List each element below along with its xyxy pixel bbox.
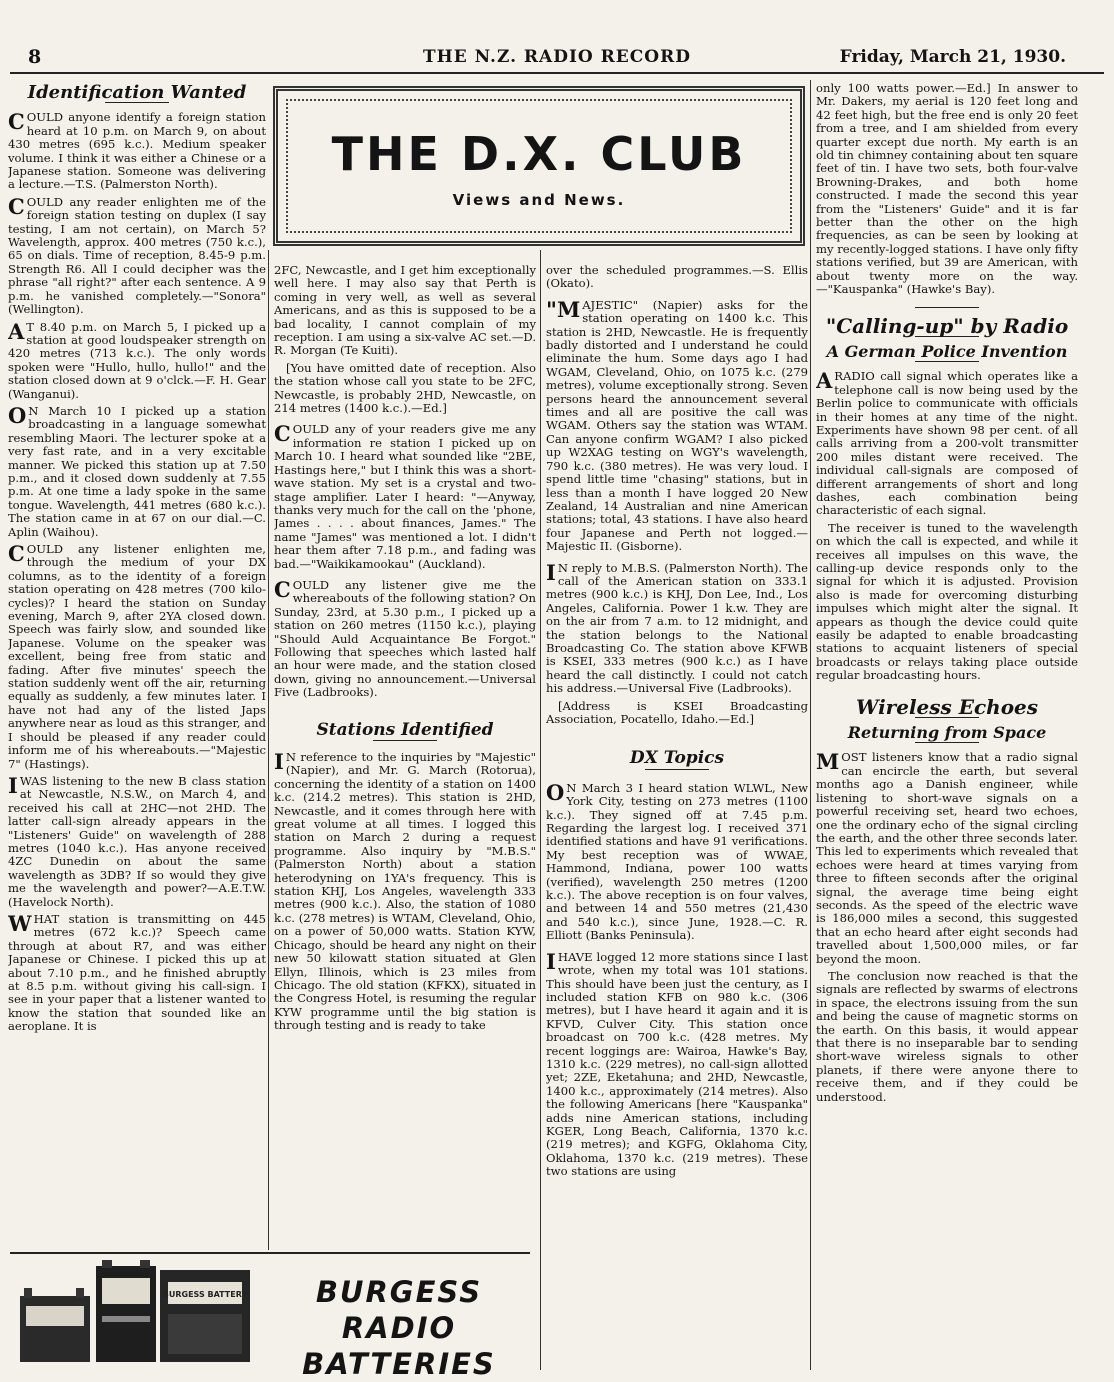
article-paragraph: The conclusion now reached is that the signals are reflected by swarms of electrons in space, the electrons issuing from the sun and being the cause of magnetic storms on the earth. On this basis, it would appear that there is no inseparable bar to sending short-wave wireless signals to other planets, if there were anyone there to receive them, and if they could be understood. [816,968,1078,1104]
page-header [0,0,1114,72]
publication-title: THE N.Z. RADIO RECORD [423,47,691,67]
advert-line: BATTERIES [302,1347,496,1381]
letter: I N reply to M.B.S. (Palmerston North). The call of the American station on 333.1 metres (900 k.c.) is KHJ, Don Lee, Ind., Los Angeles, California. Power 1 k.w. They are on the air from 7 a.m. to 12 midnight, and the station belongs to the National Broadcasting Co. The station above KFWB is KSEI, 333 metres (900 k.c.) as I have heard the call distinctly. I could not catch his address.—Universal Five (Ladbrooks). [546,559,808,696]
advert-line: RADIO [341,1311,457,1345]
letter: "MAJESTIC" (Napier) asks for the station operating on 1400 k.c. This station is 2HD, Newcastle. He is frequently badly distorted and I understand he could eliminate the hum. Some days ago I had WGAM, Cleveland, Ohio, on 1075 k.c. (279 metres), volume exceptionally strong. Seven persons heard the announcement several times and all are positive the call was WGAM. Others say the station was WTAM. Can anyone confirm WGAM? I also picked up W2XAG testing on WGY's wavelength, 790 k.c. (380 metres). He was very loud. I spend little time "chasing" stations, but in less than a month I have logged 20 New Zealand, 14 Australian and nine American stations; total, 43 stations. I have also heard four Japanese and Perth not logged.—Majestic II. (Gisborne). [546,296,808,554]
heading-rule [645,769,709,770]
battery-label: BURGESS BATTERY [162,1290,248,1299]
letter: IWAS listening to the new B class station at Newcastle, N.S.W., on March 4, and received his call at 2HC—not 2HD. The latter call-sign already appears in the "Listeners' Guide" on wavelength of 288 metres (1040 k.c.). Has anyone received 4ZC Dunedin on about the same wavelength as 3DB? If so would they give me the wavelength and power?—A.E.T.W. (Havelock North). [8,772,266,909]
drop-cap: C [8,193,25,219]
article-paragraph: MOST listeners know that a radio signal can encircle the earth, but several months ago a Danish engineer, while listening to short-wave signals on a powerful receiving set, heard two echoes, one the ordinary echo of the signal circling the earth, and the other three seconds later. This led to experiments which revealed that echoes were heard at times varying from three to fifteen seconds after the original signal, the average time being eight seconds. As the speed of the electric wave is 186,000 miles a second, this suggested that an echo heard after eight seconds had travelled about 1,500,000 miles, or far beyond the moon. [816,749,1078,966]
heading-dx-topics: DX Topics [629,748,725,769]
heading-rule [915,742,979,743]
advert-line: BURGESS [315,1275,483,1309]
letter-continued: 2FC, Newcastle, and I get him exceptionally well here. I may also say that Perth is coming in very well, as well as several Americans, and as this is supposed to be a bad locality, I cannot complain of my reception. I am using a six-valve AC set.—D. R. Morgan (Te Kuiti). [274,264,536,358]
drop-cap: W [8,910,32,936]
article-paragraph: The receiver is tuned to the wavelength on which the call is expected, and while it receives all impulses on this wave, the calling-up device responds only to the signal for which it is adjusted. Provision also is made for overcoming disturbing impulses which might alter the signal. It appears as though the device could quite easily be adapted to enable broadcasting stations to acquaint listeners of special broadcasts or relays taking place outside regular broadcasting hours. [816,520,1078,683]
advert-rule [10,1252,530,1254]
burgess-advert [10,1256,530,1381]
letter-continued: over the scheduled programmes.—S. Ellis (Okato). [546,264,808,291]
editor-note: [You have omitted date of reception. Also the station whose call you state to be 2FC, Newcastle, is probably 2HD, Newcastle, on 214 metres (1400 k.c.).—Ed.] [274,360,536,416]
drop-cap: O [546,779,565,805]
letter: A T 8.40 p.m. on March 5, I picked up a station at good loudspeaker strength on 420 metres (713 k.c.). The only words spoken were "Hullo, hullo, hullo!" and the station closed down at 9 o'clck.—F. H. Gear (Wanganui). [8,318,266,401]
battery-illustration [10,1256,260,1374]
advert-text [268,1274,530,1382]
letter: I N reference to the inquiries by "Majestic" (Napier), and Mr. G. March (Rotorua), concerning the identity of a station on 1400 k.c. (214.2 metres). This station is 2HD, Newcastle, and it comes through here with great volume at all times. I logged this station on March 2 during a request programme. Also inquiry by "M.B.S." (Palmerston North) about a station heterodyning on 1YA's frequency. This is station KHJ, Los Angeles, wavelength 333 metres (900 k.c.). Also, the station of 1080 k.c. (278 metres) is WTAM, Cleveland, Ohio, on a power of 50,000 watts. Station KYW, Chicago, should be heard any night on their new 50 kilowatt station situated at Glen Ellyn, Illinois, which is 23 miles from Chicago. The old station (KFKX), situated in the Congress Hotel, is resuming the regular KYW programme until the big station is through testing and is ready to take [274,749,536,1033]
column-3 [546,264,808,1368]
heading-wireless-echoes: Wireless Echoes [855,694,1039,719]
header-rule [10,72,1104,74]
subheading-german-police-invention: A German Police Invention [826,341,1068,361]
letter: COULD any listener give me the whereabouts of the following station? On Sunday, 23rd, at 5.30 p.m., I picked up a station on 260 metres (1150 k.c.), playing "Should Auld Acquaintance Be Forgot." Following that speeches which lasted half an hour were made, and the station closed down, giving no announcement.—Universal Five (Ladbrooks). [274,576,536,700]
drop-cap: "M [546,296,581,322]
letter: O N March 3 I heard station WLWL, New York City, testing on 273 metres (1100 k.c.). They signed off at 7.45 p.m. Regarding the largest log. I received 371 identified stations and have 91 verifications. My best reception was of WWAE, Hammond, Indiana, power 100 watts (verified), wavelength 250 metres (1200 k.c.). The above reception is on four valves, and between 14 and 550 metres (21,430 and 540 k.c.), since June, 1928.—C. R. Elliott (Banks Peninsula). [546,779,808,943]
article-paragraph: ARADIO call signal which operates like a telephone call is now being used by the Berlin police to communicate with officials in their homes at any time of the night. Experiments have shown 98 per cent. of all calls arriving from a 200-volt transmitter 200 miles distant were received. The individual call-signals are composed of different arrangements of short and long dashes, each combination being characteristic of each signal. [816,368,1078,518]
drop-cap: C [8,541,25,566]
dx-club-banner [273,86,805,246]
letter: COULD any of your readers give me any information re station I picked up on March 10. I heard what sounded like "2BE, Hastings here," but I think this was a short-wave station. My set is a crystal and two-stage amplifier. Later I heard: "—Anyway, thanks very much for the call on the 'phone, James . . . . about finances, James." The name "James" was mentioned a lot. I didn't hear them after 7.18 p.m., and fading was bad.—"Waikikamookau" (Auckland). [274,421,536,571]
drop-cap: A [8,318,25,344]
subheading-returning-from-space: Returning from Space [847,723,1047,743]
letter: IHAVE logged 12 more stations since I last wrote, when my total was 101 stations. This should have been just the century, as I included station KFB on 980 k.c. (306 metres), but I have heard it again and it is KFVD, Culver City. This station once broadcast on 700 k.c. (428 metres. My recent loggings are: Wairoa, Hawke's Bay, 1310 k.c. (229 metres), no call-sign allotted yet; 2ZE, Eketahuna; and 2HD, Newcastle, 1400 k.c., approximately (214 metres). Also the following Americans [here "Kauspanka" adds nine American stations, including KGER, Long Beach, California, 1370 k.c. (219 metres); and KGFG, Oklahoma City, Oklahoma, 1370 k.c. (219 metres). These two stations are using [546,948,808,1179]
heading-calling-up-by-radio: "Calling-up" by Radio [825,313,1069,338]
column-1 [8,82,266,1250]
dx-club-title: THE D.X. CLUB [331,127,747,181]
letter: COULD anyone identify a foreign station heard at 10 p.m. on March 9, on about 430 metres (695 k.c.). Medium speaker volume. I think it was either a Chinese or a Japanese station. Someone was delivering a lecture.—T.S. (Palmerston North). [8,109,266,192]
heading-stations-identified: Stations Identified [316,719,494,740]
section-rule [915,307,979,308]
battery-icon [20,1288,90,1362]
page-number: 8 [28,46,42,68]
letter: COULD any listener enlighten me, through the medium of your DX columns, as to the identity of a foreign station operating on 428 metres (700 kilo-cycles)? I heard the station on Sunday evening, March 9, after 2YA closed down. Speech was fairly slow, and sounded like Japanese. Volume on the speaker was excellent, being free from static and fading. After five minutes' speech the station suddenly went off the air, returning equally as suddenly, a few minutes later. I have not had any of the listed Japs anywhere near as loud as this stranger, and I should be pleased if any reader could inform me of his whereabouts.—"Majestic 7" (Hastings). [8,541,266,771]
drop-cap: I [546,948,556,974]
dx-club-subtitle: Views and News. [452,191,626,209]
column-4 [816,82,1078,1370]
drop-cap: O [8,402,27,428]
drop-cap: A [816,368,833,394]
battery-icon [96,1260,156,1362]
heading-rule [915,361,979,362]
issue-date: Friday, March 21, 1930. [839,47,1066,67]
drop-cap: C [274,576,291,602]
letter: O N March 10 I picked up a station broadcasting in a language somewhat resembling Maori. The lecturer spoke at a very fast rate, and in a very excitable manner. We picked this station up at 7.50 p.m., and it closed down suddenly at 7.55 p.m. At one time a lady spoke in the same tongue. Wavelength, 441 metres (680 k.c.). The station came in at 67 on our dial.—C. Aplin (Waihou). [8,402,266,539]
heading-rule [373,740,437,741]
letter: WHAT station is transmitting on 445 metres (672 k.c.)? Speech came through at about R7, and was either Japanese or Chinese. I picked this up at about 7.10 p.m., and he finished abruptly at 8.5 p.m. without giving his call-sign. I see in your paper that a listener wanted to know the station that sounded like an aeroplane. It is [8,910,266,1034]
column-rule [268,250,269,1250]
letter: COULD any reader enlighten me of the foreign station testing on duplex (I say testing, I am not certain), on March 5? Wavelength, approx. 400 metres (750 k.c.), 65 on dials. Time of reception, 8.45-9 p.m. Strength R6. All I could decipher was the phrase "all right?" after each sentence. A 9 p.m. he vanished completely.—"Sonora" (Wellington). [8,193,266,317]
heading-identification-wanted: Identification Wanted [27,82,247,103]
drop-cap: I [546,559,556,585]
drop-cap: I [8,772,18,798]
column-rule [810,80,811,1370]
drop-cap: M [816,749,840,775]
drop-cap: C [274,421,291,447]
letter-continued: only 100 watts power.—Ed.] In answer to Mr. Dakers, my aerial is 120 feet long and 42 feet high, but the free end is only 20 feet from a tree, and I am shielded from every quarter except due north. My earth is an old tin chimney containing about ten square feet of tin. I have two sets, both four-valve Browning-Drakes, and both home constructed. I made the second this year from the "Listeners' Guide" and it is far better than the other on the high frequencies, as can be seen by looking at my recently-logged stations. I have only fifty stations verified, but 39 are American, with about twenty more on the way.—"Kauspanka" (Hawke's Bay). [816,82,1078,297]
column-rule [540,250,541,1370]
column-2 [274,264,536,1234]
battery-icon [160,1270,250,1362]
drop-cap: I [274,749,284,774]
editor-note: [Address is KSEI Broadcasting Association, Pocatello, Idaho.—Ed.] [546,698,808,726]
drop-cap: C [8,109,25,135]
